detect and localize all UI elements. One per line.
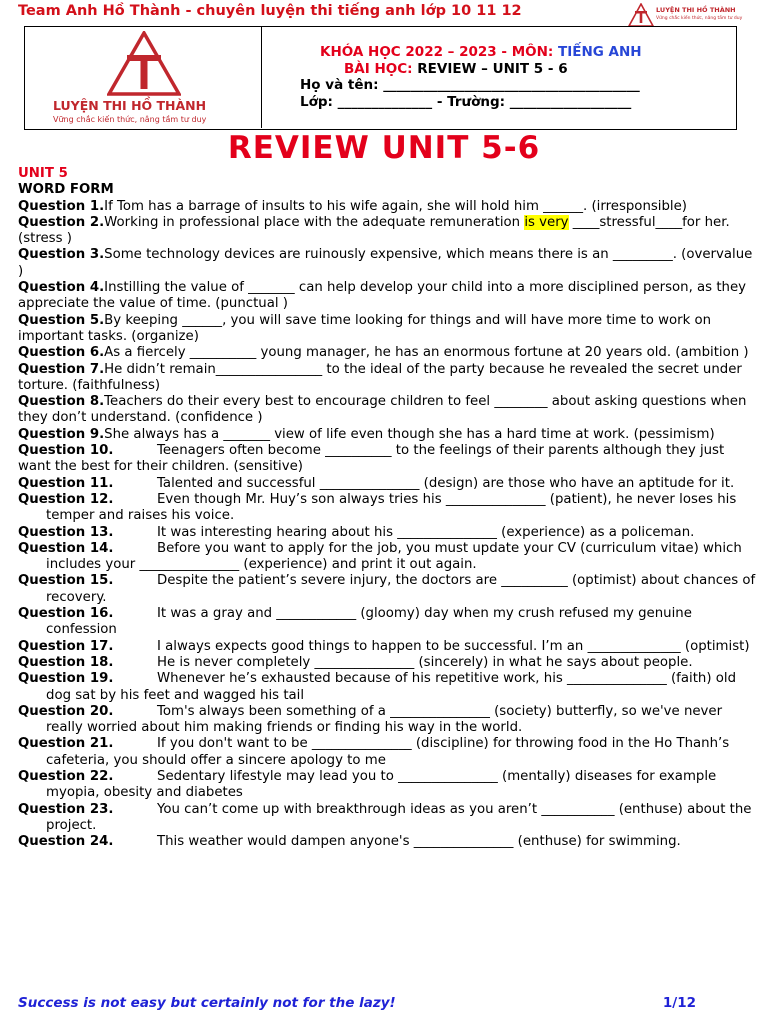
question-text: Instilling the value of _______ can help develop your child into a more disciplined person, as they appreciate the value of time. (punctual ): [18, 280, 747, 312]
question-text: Whenever he’s exhausted because of his repetitive work, his _______________ (faith) old dog sat by his feet and wagged his tail: [46, 671, 737, 703]
question-3: [18, 247, 758, 280]
question-label: Question 10.: [18, 443, 114, 459]
question-label: Question 11.: [18, 475, 114, 491]
team-banner: Team Anh Hồ Thành - chuyên luyện thi tiếng anh lớp 10 11 12: [18, 3, 522, 19]
question-14: [18, 541, 758, 574]
question-label: Question 15.: [18, 573, 114, 589]
question-10: [18, 443, 758, 476]
class-school-field: Lớp: ______________ - Trường: __________________: [300, 93, 632, 110]
question-text: Despite the patient’s severe injury, the doctors are __________ (optimist) about chances of recovery.: [46, 573, 756, 605]
course-label: KHÓA HỌC 2022 – 2023: [320, 44, 497, 60]
logo-cell: [25, 27, 262, 128]
question-text: Teenagers often become __________ to the feelings of their parents although they just want the best for their children. (sensitive): [18, 443, 725, 475]
question-label: Question 16.: [18, 606, 114, 622]
question-label: Question 20.: [18, 703, 114, 719]
question-15: [18, 573, 758, 606]
question-label: Question 1.: [18, 198, 105, 214]
top-logo-slogan: Vững chắc kiến thức, nâng tầm tư duy: [656, 16, 743, 21]
question-text: If you don't want to be _______________ (discipline) for throwing food in the Ho Thanh’s cafeteria, you should offer a sincere apology to me: [46, 736, 730, 768]
question-text: She always has a _______ view of life even though she has a hard time at work. (pessimism): [104, 426, 715, 442]
question-11: [18, 476, 758, 492]
header-box: [24, 26, 737, 130]
header-info: [300, 44, 642, 110]
question-label: Question 23.: [18, 801, 114, 817]
question-12: [18, 492, 758, 525]
question-label: Question 24.: [18, 834, 114, 850]
question-text: Teachers do their every best to encourage children to feel ________ about asking questions when they don’t understand. (confidence ): [18, 394, 747, 426]
course-line: [300, 44, 642, 61]
question-label: Question 12.: [18, 491, 114, 507]
question-20: [18, 704, 758, 737]
question-text: If Tom has a barrage of insults to his wife again, she will hold him ______. (irresponsible): [104, 198, 687, 214]
question-7: [18, 362, 758, 395]
question-8: [18, 394, 758, 427]
subject-label: - MÔN:: [496, 44, 559, 60]
question-label: Question 8.: [18, 394, 105, 410]
question-21: [18, 736, 758, 769]
worksheet-content: [18, 166, 758, 850]
question-16: [18, 606, 758, 639]
question-label: Question 13.: [18, 524, 114, 540]
question-5: [18, 313, 758, 346]
question-17: [18, 639, 758, 655]
question-18: [18, 655, 758, 671]
lesson-line: [300, 61, 642, 78]
question-label: Question 2.: [18, 214, 105, 230]
question-13: [18, 525, 758, 541]
question-text: ____stressful____for her. (stress ): [18, 214, 730, 247]
question-text: Sedentary lifestyle may lead you to _______________ (mentally) diseases for example myopia, obesity and diabetes: [46, 768, 717, 801]
question-text: It was a gray and ____________ (gloomy) day when my crush refused my genuine confession: [46, 606, 692, 638]
question-label: Question 7.: [18, 361, 105, 377]
question-text: He didn’t remain________________ to the ideal of the party because he revealed the secret under torture. (faithfulness): [18, 361, 742, 393]
question-text: By keeping ______, you will save time looking for things and will have more time to work on important tasks. (organize): [18, 312, 712, 344]
question-label: Question 17.: [18, 638, 114, 654]
logo-slogan: Vững chắc kiến thức, nâng tầm tư duy: [53, 115, 207, 124]
question-label: Question 4.: [18, 280, 105, 296]
student-name-field: Họ và tên: ______________________________________: [300, 77, 640, 93]
triangle-logo-icon: [628, 3, 654, 27]
question-text: Working in professional place with the adequate remuneration: [104, 214, 525, 230]
question-text: Tom's always been something of a _______________ (society) butterfly, so we've never really worried about him making friends or finding his way in the world.: [46, 703, 723, 736]
question-9: [18, 427, 758, 443]
question-6: [18, 345, 758, 361]
question-text: Even though Mr. Huy’s son always tries his _______________ (patient), he never loses his temper and raises his voice.: [46, 491, 737, 524]
question-text: As a fiercely __________ young manager, he has an enormous fortune at 20 years old. (ambition ): [104, 345, 749, 361]
question-label: Question 19.: [18, 671, 114, 687]
question-23: [18, 802, 758, 835]
question-24: [18, 834, 758, 850]
question-text: He is never completely _______________ (sincerely) in what he says about people.: [157, 654, 693, 670]
question-label: Question 22.: [18, 768, 114, 784]
unit-heading: UNIT 5: [18, 166, 68, 181]
question-2: [18, 215, 758, 248]
lesson-label: BÀI HỌC:: [344, 60, 418, 77]
question-text: Some technology devices are ruinously expensive, which means there is an _________. (overvalue ): [18, 247, 753, 279]
question-4: [18, 280, 758, 313]
page-footer: [18, 995, 758, 1015]
question-label: Question 9.: [18, 426, 105, 442]
question-label: Question 3.: [18, 247, 105, 263]
question-text: Before you want to apply for the job, you must update your CV (curriculum vitae) which includes your _______________ (experience) and print it out again.: [46, 540, 742, 573]
question-1: [18, 199, 758, 215]
question-label: Question 21.: [18, 736, 114, 752]
page-title: REVIEW UNIT 5-6: [227, 130, 541, 166]
question-19: [18, 671, 758, 704]
triangle-logo-icon: [107, 31, 181, 97]
logo-brand: LUYỆN THI HỒ THÀNH: [53, 98, 207, 113]
question-text: It was interesting hearing about his _______________ (experience) as a policeman.: [157, 524, 695, 540]
question-22: [18, 769, 758, 802]
highlighted-text: is very: [524, 214, 569, 230]
page-number: 1/12: [662, 995, 696, 1011]
question-label: Question 6.: [18, 345, 105, 361]
question-label: Question 18.: [18, 654, 114, 670]
question-label: Question 14.: [18, 540, 114, 556]
lesson-value: REVIEW – UNIT 5 - 6: [417, 60, 568, 77]
question-text: You can’t come up with breakthrough ideas as you aren’t ___________ (enthuse) about the project.: [46, 801, 752, 833]
top-logo-name: LUYỆN THI HỒ THÀNH: [656, 6, 736, 14]
subject-value: TIẾNG ANH: [558, 44, 642, 60]
section-heading: WORD FORM: [18, 182, 114, 198]
question-text: Talented and successful _______________ (design) are those who have an aptitude for it.: [157, 475, 735, 491]
footer-motto: Success is not easy but certainly not for the lazy!: [18, 995, 396, 1011]
question-text: This weather would dampen anyone's _______________ (enthuse) for swimming.: [157, 834, 681, 850]
question-text: I always expects good things to happen to be successful. I’m an ______________ (optimist): [157, 638, 750, 654]
question-label: Question 5.: [18, 312, 105, 328]
